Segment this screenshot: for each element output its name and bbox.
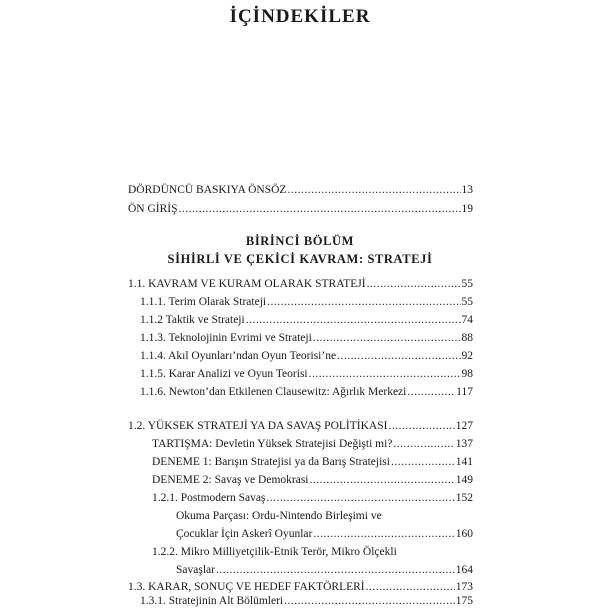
- leader-dots: [391, 455, 455, 469]
- toc-entry[interactable]: [128, 419, 473, 433]
- toc-entry-page: 160: [455, 528, 473, 540]
- toc-entry[interactable]: [152, 437, 473, 451]
- leader-dots: [393, 437, 454, 451]
- toc-entry-page: 173: [455, 581, 473, 593]
- toc-entry-introduction[interactable]: [128, 202, 473, 216]
- toc-entry-label: 1.3.1. Stratejinin Alt Bölümleri: [140, 595, 284, 607]
- leader-dots: [246, 313, 461, 327]
- toc-entry-page: 164: [455, 564, 473, 576]
- toc-entry-label: 1.1.2 Taktik ve Strateji: [140, 314, 245, 326]
- toc-entry[interactable]: [140, 367, 473, 381]
- toc-entry-page: 117: [456, 386, 473, 398]
- leader-dots: [284, 594, 455, 608]
- toc-entry[interactable]: [128, 580, 473, 594]
- toc-entry-page: 127: [455, 420, 473, 432]
- toc-entry-label: 1.1.4. Akıl Oyunları’ndan Oyun Teorisi’ne: [140, 350, 337, 362]
- toc-entry-page: 98: [461, 368, 473, 380]
- toc-entry-label: 1.3. KARAR, SONUÇ VE HEDEF FAKTÖRLERİ: [128, 581, 365, 593]
- toc-entry-label: TARTIŞMA: Devletin Yüksek Stratejisi Değişti mi?: [152, 438, 393, 450]
- leader-dots: [313, 331, 461, 345]
- leader-dots: [179, 202, 461, 216]
- toc-entry-label: 1.1.5. Karar Analizi ve Oyun Teorisi: [140, 368, 308, 380]
- toc-entry-label-line1: Okuma Parçası: Ordu-Nintendo Birleşimi ve: [176, 510, 382, 522]
- toc-entry[interactable]: [128, 277, 473, 291]
- toc-entry[interactable]: [140, 349, 473, 363]
- leader-dots: [216, 563, 455, 577]
- toc-entry-page: 149: [455, 474, 473, 486]
- toc-entry-page: 74: [461, 314, 473, 326]
- toc-entry-foreword[interactable]: [128, 183, 473, 197]
- toc-entry[interactable]: [152, 473, 473, 487]
- part-title: BİRİNCİ BÖLÜM: [245, 234, 355, 248]
- leader-dots: [337, 349, 460, 363]
- toc-entry[interactable]: [176, 563, 473, 577]
- toc-entry-page: 92: [461, 350, 473, 362]
- toc-entry-label: DENEME 1: Barışın Stratejisi ya da Barış Stratejisi: [152, 456, 390, 468]
- toc-entry-page: 13: [461, 184, 473, 196]
- leader-dots: [407, 385, 455, 399]
- toc-entry-page: 137: [455, 438, 473, 450]
- leader-dots: [388, 419, 454, 433]
- toc-entry-label: 1.1.3. Teknolojinin Evrimi ve Strateji: [140, 332, 312, 344]
- toc-entry-label: ÖN GİRİŞ: [128, 203, 178, 215]
- leader-dots: [287, 183, 460, 197]
- leader-dots: [266, 491, 454, 505]
- toc-entry[interactable]: [140, 331, 473, 345]
- toc-entry-label: DÖRDÜNCÜ BASKIYA ÖNSÖZ: [128, 184, 287, 196]
- toc-entry-page: 175: [455, 595, 473, 607]
- toc-entry[interactable]: [152, 491, 473, 505]
- toc-entry-label: 1.1.6. Newton’dan Etkilenen Clausewitz: Ağırlık Merkezi: [140, 386, 407, 398]
- page-title: İÇİNDEKİLER: [229, 6, 371, 27]
- leader-dots: [313, 527, 454, 541]
- toc-entry[interactable]: [140, 295, 473, 309]
- toc-entry-page: 152: [455, 492, 473, 504]
- toc-entry-page: 141: [455, 456, 473, 468]
- toc-entry[interactable]: [140, 594, 473, 608]
- toc-entry[interactable]: [140, 385, 473, 399]
- toc-entry-label: 1.1.1. Terim Olarak Strateji: [140, 296, 267, 308]
- leader-dots: [367, 277, 461, 291]
- toc-entry[interactable]: [176, 527, 473, 541]
- toc-entry-page: 19: [461, 203, 473, 215]
- leader-dots: [366, 580, 455, 594]
- toc-entry[interactable]: [152, 455, 473, 469]
- toc-entry-page: 88: [461, 332, 473, 344]
- toc-entry-page: 55: [461, 296, 473, 308]
- leader-dots: [267, 295, 460, 309]
- toc-entry-label: 1.1. KAVRAM VE KURAM OLARAK STRATEJİ: [128, 278, 366, 290]
- toc-entry-label: Çocuklar İçin Askerî Oyunlar: [176, 528, 313, 540]
- leader-dots: [309, 367, 461, 381]
- toc-entry-label: 1.2. YÜKSEK STRATEJİ YA DA SAVAŞ POLİTİKASI: [128, 420, 388, 432]
- toc-entry-label: DENEME 2: Savaş ve Demokrasi: [152, 474, 309, 486]
- toc-entry[interactable]: [140, 313, 473, 327]
- toc-entry-label-line1: 1.2.2. Mikro Milliyetçilik-Etnik Terör, Mikro Ölçekli: [152, 546, 397, 558]
- toc-entry-label: Savaşlar: [176, 564, 215, 576]
- toc-entry-page: 55: [461, 278, 473, 290]
- toc-entry-label: 1.2.1. Postmodern Savaş: [152, 492, 266, 504]
- part-subtitle: SİHİRLİ VE ÇEKİCİ KAVRAM: STRATEJİ: [167, 252, 433, 266]
- leader-dots: [310, 473, 455, 487]
